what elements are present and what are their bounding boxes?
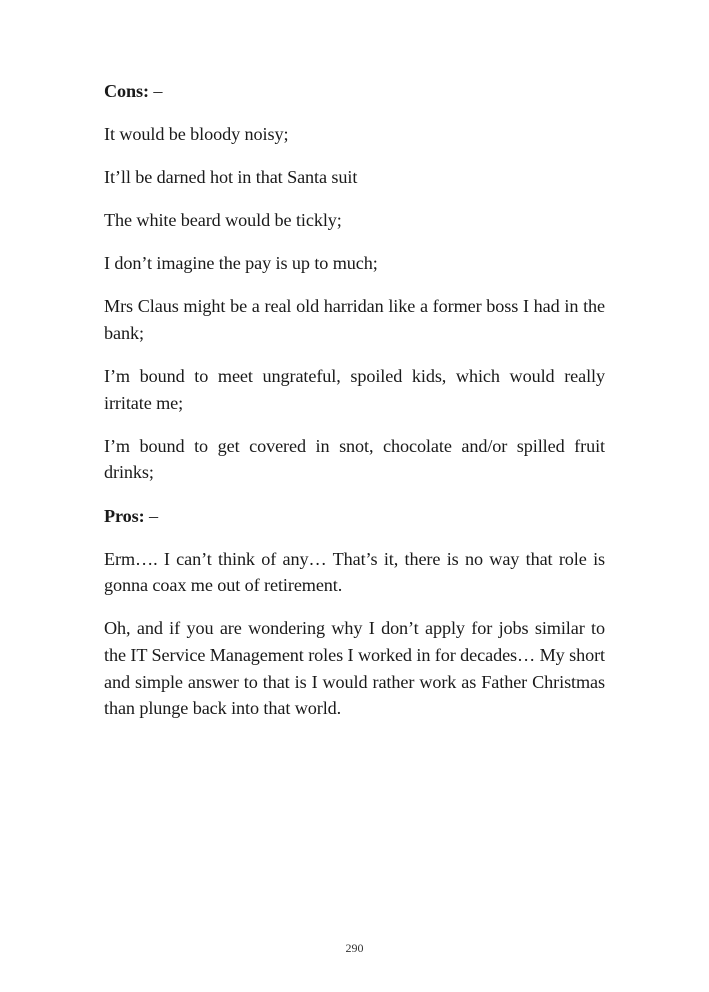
pros-item-erm: Erm…. I can’t think of any… That’s it, there is no way that role is gonna coax me out of retirement. (104, 548, 605, 596)
page-body (104, 78, 605, 738)
pros-heading (104, 503, 605, 530)
page-number: 290 (345, 941, 364, 955)
pros-heading-label: Pros: (104, 505, 145, 526)
cons-item-mrs-claus: Mrs Claus might be a real old harridan like a former boss I had in the bank; (104, 296, 605, 344)
cons-item-beard: The white beard would be tickly; (104, 210, 342, 231)
cons-item-pay: I don’t imagine the pay is up to much; (104, 253, 378, 274)
cons-item-hot-suit: It’ll be darned hot in that Santa suit (104, 167, 358, 188)
cons-item-kids: I’m bound to meet ungrateful, spoiled kids, which would really irritate me; (104, 366, 605, 413)
cons-heading-label: Cons: (104, 81, 149, 101)
cons-item-noisy: It would be bloody noisy; (104, 124, 289, 145)
cons-heading-suffix: – (148, 81, 163, 101)
pros-heading-suffix: – (144, 505, 159, 526)
cons-item-snot: I’m bound to get covered in snot, chocolate and/or spilled fruit drinks; (104, 435, 605, 483)
pros-item-it-service: Oh, and if you are wondering why I don’t apply for jobs similar to the IT Service Management roles I worked in for decades… My short and simple answer to that is I would rather work as Father Christmas than plunge back into that world. (104, 618, 605, 719)
cons-heading (104, 78, 605, 105)
